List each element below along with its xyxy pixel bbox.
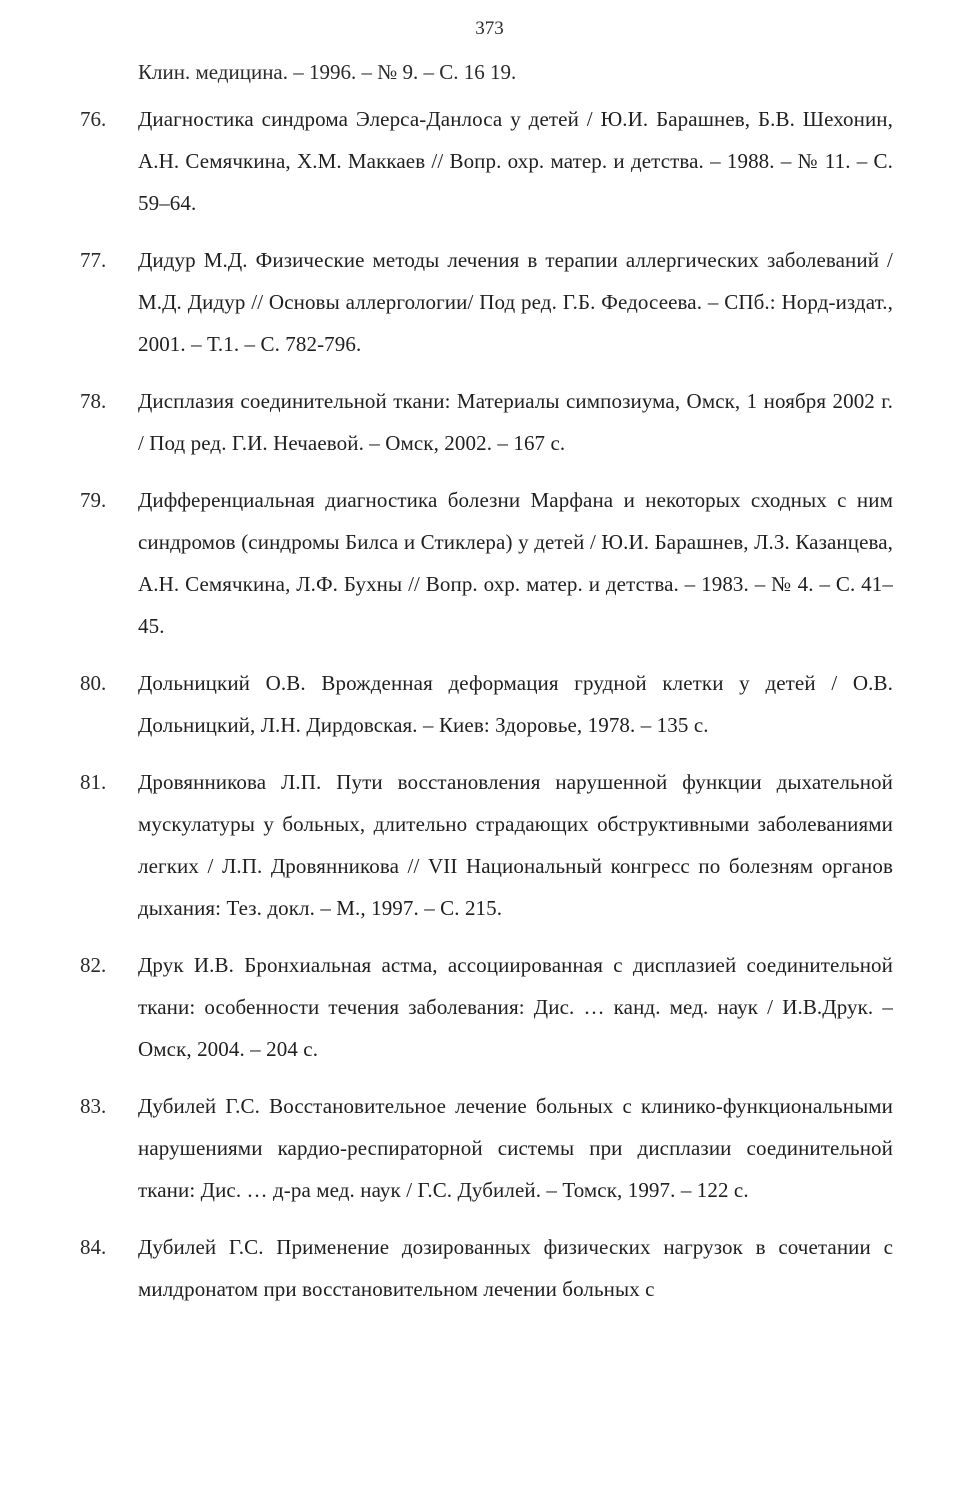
reference-list (0, 98, 979, 1325)
reference-text: Дифференциальная диагностика болезни Марфана и некоторых сходных с ним синдромов (синдромы Билса и Стиклера) у детей / Ю.И. Барашнев, Л.З. Казанцева, А.Н. Семячкина, Л.Ф. Бухны // Вопр. охр. матер. и детства. – 1983. – № 4. – С. 41–45. (138, 488, 893, 638)
reference-number: 79. (80, 488, 107, 512)
reference-item (0, 1085, 979, 1211)
reference-text: Дубилей Г.С. Применение дозированных физических нагрузок в сочетании с милдронатом при восстановительном лечении больных с (138, 1235, 893, 1301)
reference-text: Дидур М.Д. Физические методы лечения в терапии аллергических заболеваний / М.Д. Дидур // Основы аллергологии/ Под ред. Г.Б. Федосеева. – СПб.: Норд-издат., 2001. – Т.1. – С. 782-796. (138, 248, 893, 356)
reference-item (0, 662, 979, 746)
reference-item (0, 380, 979, 464)
reference-item (0, 1226, 979, 1310)
reference-number: 77. (80, 248, 107, 272)
reference-item (0, 761, 979, 929)
page-number: 373 (475, 18, 504, 39)
reference-number: 83. (80, 1094, 107, 1118)
reference-item (0, 479, 979, 647)
reference-number: 80. (80, 671, 107, 695)
reference-number: 82. (80, 953, 107, 977)
reference-text: Друк И.В. Бронхиальная астма, ассоциированная с дисплазией соединительной ткани: особенности течения заболевания: Дис. … канд. мед. наук / И.В.Друк. – Омск, 2004. – 204 с. (138, 953, 893, 1061)
reference-number: 76. (80, 107, 107, 131)
reference-text: Дольницкий О.В. Врожденная деформация грудной клетки у детей / О.В. Дольницкий, Л.Н. Дирдовская. – Киев: Здоровье, 1978. – 135 с. (138, 671, 893, 737)
reference-number: 78. (80, 389, 107, 413)
reference-number: 81. (80, 770, 107, 794)
reference-number: 84. (80, 1235, 107, 1259)
reference-text: Дубилей Г.С. Восстановительное лечение больных с клинико-функциональными нарушениями кардио-респираторной системы при дисплазии соединительной ткани: Дис. … д-ра мед. наук / Г.С. Дубилей. – Томск, 1997. – 122 с. (138, 1094, 893, 1202)
reference-item (0, 239, 979, 365)
reference-continuation: Клин. медицина. – 1996. – № 9. – С. 16 19. (138, 60, 517, 84)
reference-item (0, 98, 979, 224)
reference-item (0, 944, 979, 1070)
reference-text: Диагностика синдрома Элерса-Данлоса у детей / Ю.И. Барашнев, Б.В. Шехонин, А.Н. Семячкина, Х.М. Маккаев // Вопр. охр. матер. и детства. – 1988. – № 11. – С. 59–64. (138, 107, 893, 215)
reference-text: Дисплазия соединительной ткани: Материалы симпозиума, Омск, 1 ноября 2002 г. / Под ред. Г.И. Нечаевой. – Омск, 2002. – 167 с. (138, 389, 893, 455)
reference-text: Дровянникова Л.П. Пути восстановления нарушенной функции дыхательной мускулатуры у больных, длительно страдающих обструктивными заболеваниями легких / Л.П. Дровянникова // VII Национальный конгресс по болезням органов дыхания: Тез. докл. – М., 1997. – С. 215. (138, 770, 893, 920)
